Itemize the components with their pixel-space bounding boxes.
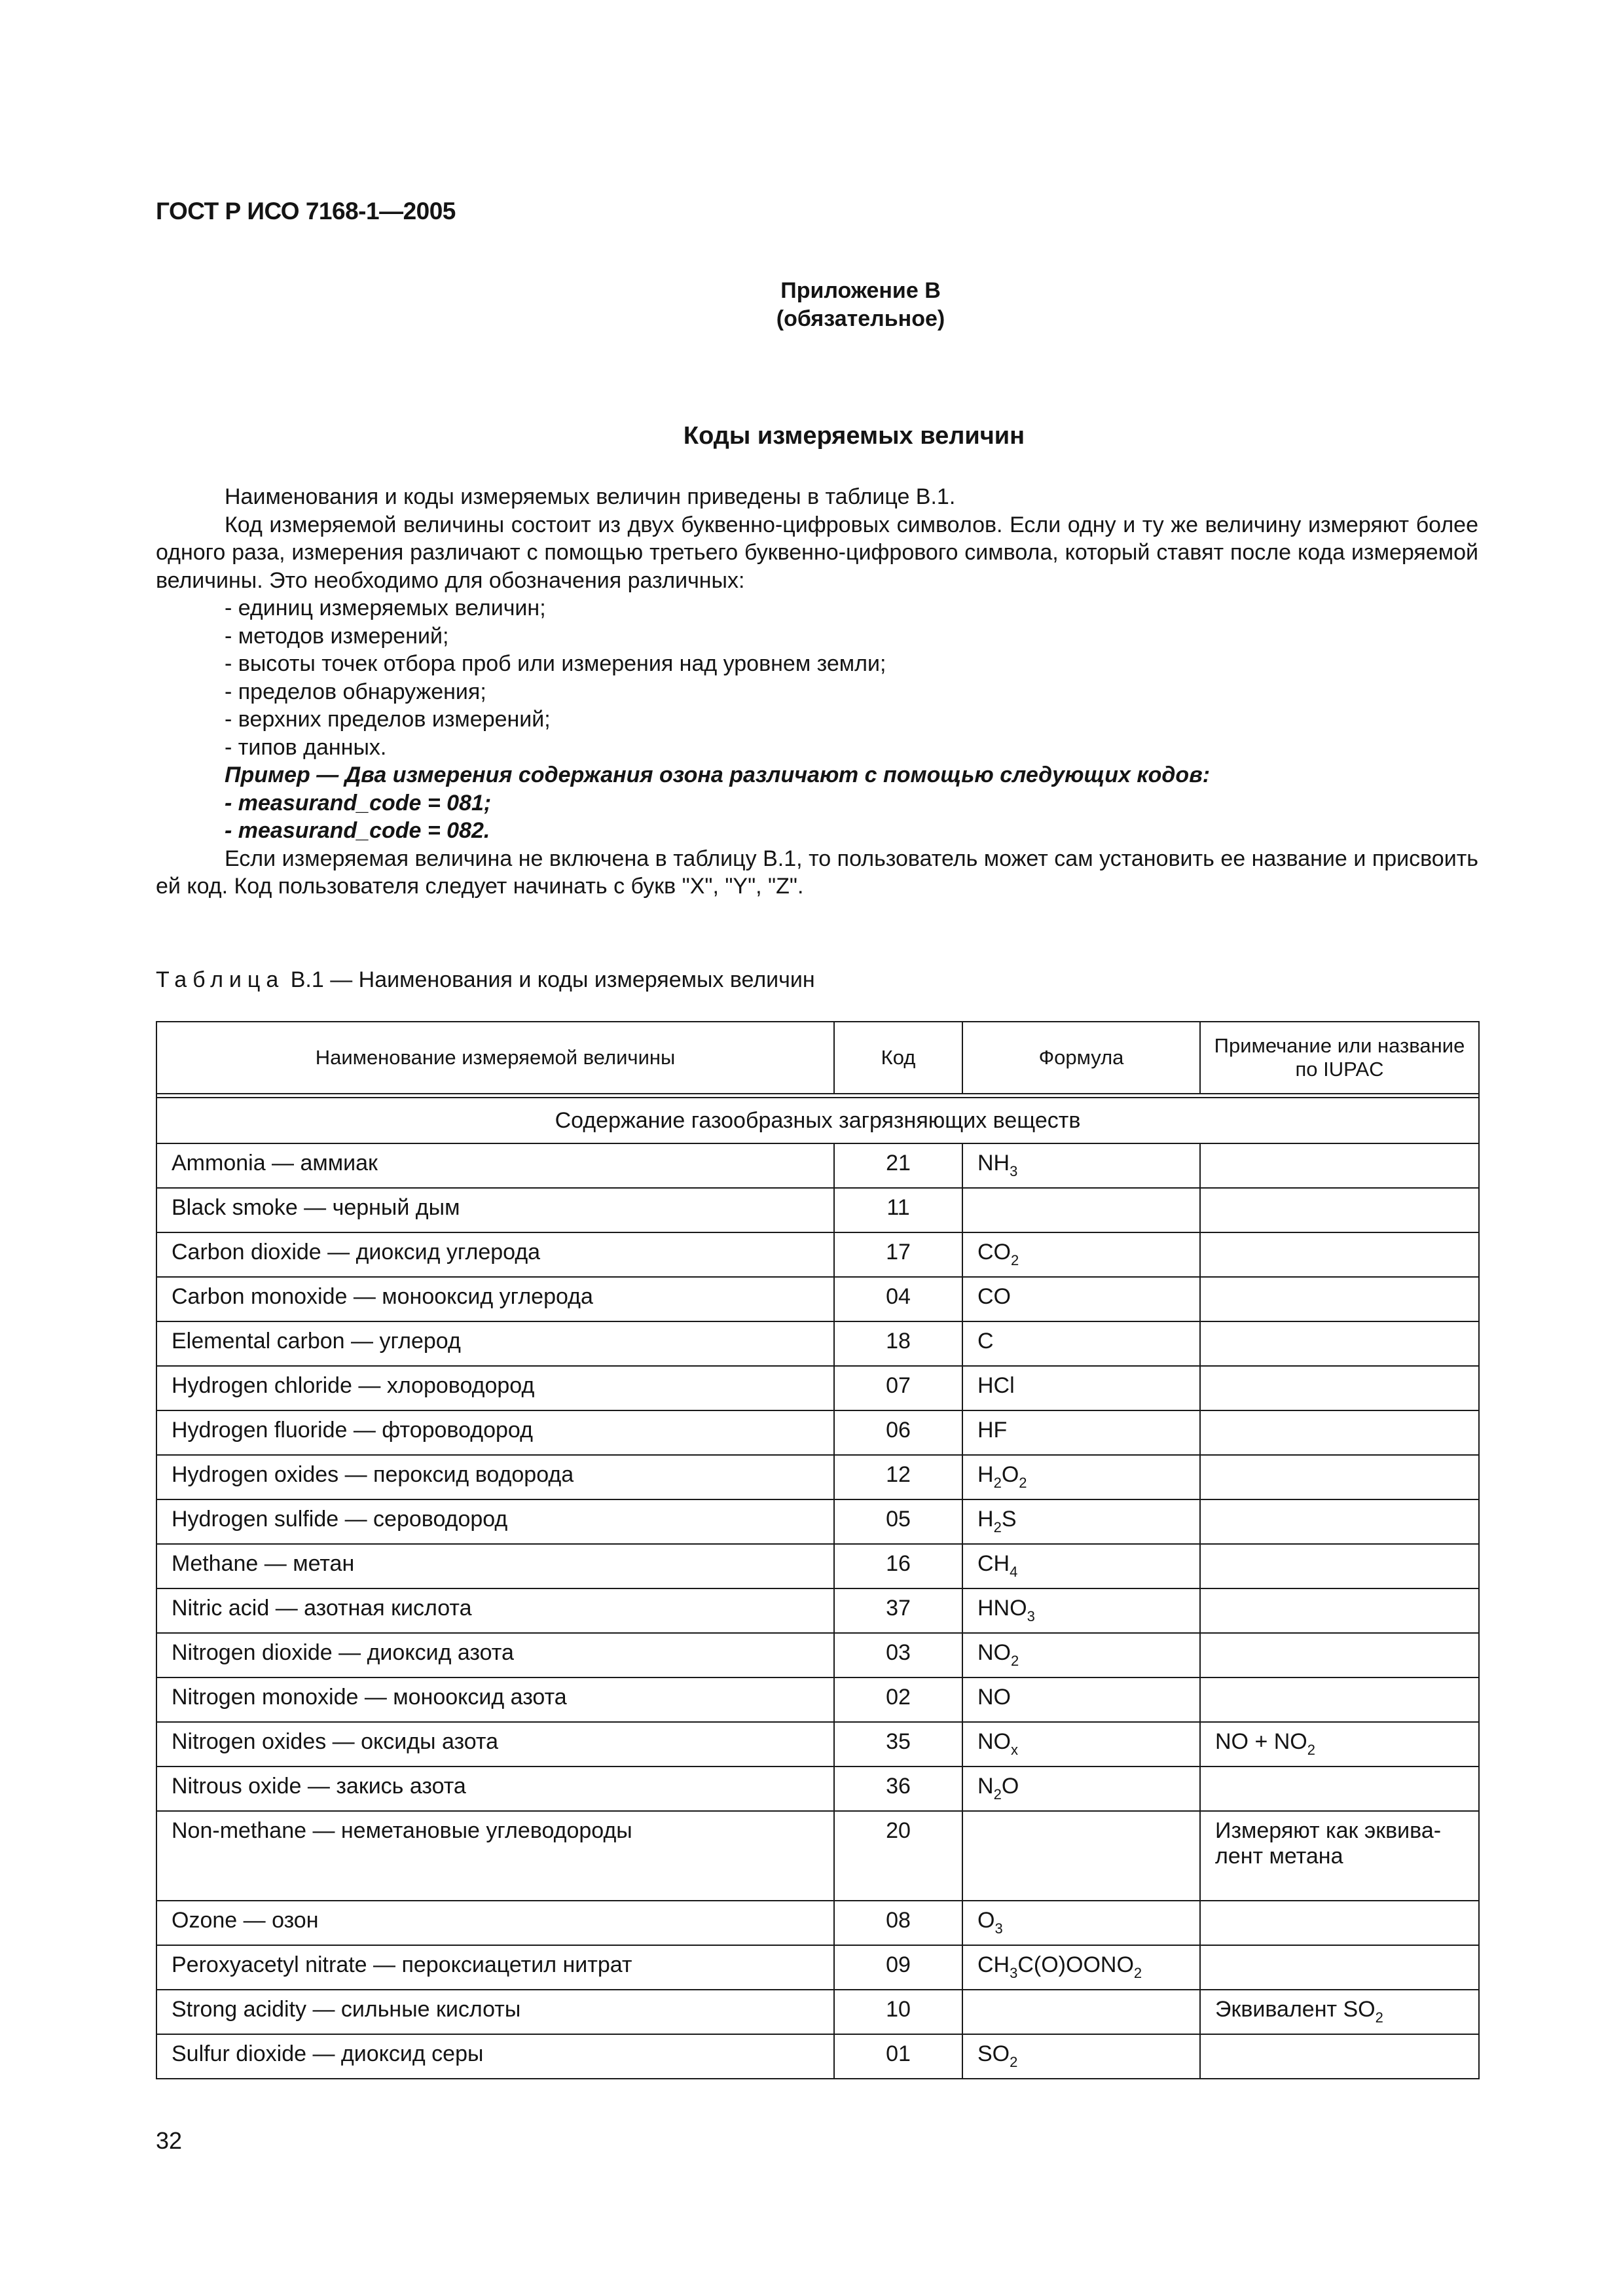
formula-text: HNO — [977, 1596, 1027, 1621]
cell-code: 01 — [834, 2034, 962, 2079]
cell-name: Nitrous oxide — закись азота — [156, 1767, 834, 1811]
cell-code: 03 — [834, 1633, 962, 1677]
cell-note — [1200, 1901, 1479, 1945]
list-item: - единиц измеряемых величин; — [225, 596, 546, 620]
cell-code: 35 — [834, 1722, 962, 1767]
formula-text: CO — [977, 1240, 1011, 1265]
cell-code: 16 — [834, 1544, 962, 1588]
cell-code: 12 — [834, 1455, 962, 1499]
cell-name: Peroxyacetyl nitrate — пероксиацетил нитрат — [156, 1945, 834, 1990]
table-row — [156, 1410, 1479, 1455]
subscript: 2 — [1010, 2054, 1018, 2070]
table-row — [156, 1277, 1479, 1321]
table-row — [156, 1633, 1479, 1677]
cell-name: Nitrogen oxides — оксиды азота — [156, 1722, 834, 1767]
table-row — [156, 1366, 1479, 1410]
paragraph-code-structure: Код измеряемой величины состоит из двух буквенно-цифровых символов. Если одну и ту же величину измеряют более одного раза, измерения различают с помощью третьего буквенно-цифрового символа, который ставят после кода измеряемой величины. Это необходимо для обозначения различных: — [156, 512, 1478, 593]
cell-code: 10 — [834, 1990, 962, 2034]
table-row — [156, 1544, 1479, 1588]
cell-code: 02 — [834, 1677, 962, 1722]
cell-note — [1200, 1143, 1479, 1188]
table-row — [156, 1990, 1479, 2034]
cell-note — [1200, 1722, 1479, 1767]
subscript: 2 — [1307, 1742, 1315, 1758]
cell-name: Carbon dioxide — диоксид углерода — [156, 1232, 834, 1277]
list-item: - высоты точек отбора проб или измерения над уровнем земли; — [225, 651, 886, 676]
formula-text: O — [977, 1908, 995, 1933]
cell-code: 04 — [834, 1277, 962, 1321]
cell-note — [1200, 1410, 1479, 1455]
cell-name: Hydrogen chloride — хлороводород — [156, 1366, 834, 1410]
cell-note — [1200, 1990, 1479, 2034]
cell-formula — [962, 1277, 1200, 1321]
cell-name: Nitrogen dioxide — диоксид азота — [156, 1633, 834, 1677]
cell-note — [1200, 1811, 1479, 1901]
body-text — [156, 483, 1478, 901]
cell-code: 09 — [834, 1945, 962, 1990]
formula-text: NO — [977, 1729, 1011, 1754]
table-row — [156, 1811, 1479, 1901]
cell-code: 20 — [834, 1811, 962, 1901]
formula-text: HF — [977, 1418, 1008, 1443]
formula-text: SO — [977, 2041, 1010, 2066]
cell-name: Hydrogen sulfide — сероводород — [156, 1499, 834, 1544]
cell-name: Strong acidity — сильные кислоты — [156, 1990, 834, 2034]
example-line: - measurand_code = 081; — [225, 790, 492, 816]
cell-name: Nitrogen monoxide — монооксид азота — [156, 1677, 834, 1722]
list-item: - методов измерений; — [225, 623, 449, 649]
cell-name: Ammonia — аммиак — [156, 1143, 834, 1188]
cell-name: Sulfur dioxide — диоксид серы — [156, 2034, 834, 2079]
list-item: - пределов обнаружения; — [225, 679, 486, 704]
page-number: 32 — [156, 2127, 183, 2154]
example-line: - measurand_code = 082. — [225, 818, 490, 843]
table-row — [156, 1945, 1479, 1990]
formula-text: Измеряют как эквива-лент метана — [1215, 1818, 1442, 1869]
cell-name: Hydrogen oxides — пероксид водорода — [156, 1455, 834, 1499]
cell-formula — [962, 1366, 1200, 1410]
cell-note — [1200, 1277, 1479, 1321]
appendix-title: Приложение В — [780, 278, 941, 303]
cell-formula — [962, 1633, 1200, 1677]
cell-formula — [962, 1410, 1200, 1455]
cell-name: Black smoke — черный дым — [156, 1188, 834, 1232]
cell-note — [1200, 1499, 1479, 1544]
formula-text: NH — [977, 1151, 1010, 1175]
subscript: 4 — [1010, 1564, 1018, 1580]
formula-text: C — [977, 1329, 994, 1354]
cell-note — [1200, 1544, 1479, 1588]
cell-note — [1200, 1188, 1479, 1232]
cell-name: Non-methane — неметановые углеводороды — [156, 1811, 834, 1901]
cell-formula — [962, 1143, 1200, 1188]
cell-code: 07 — [834, 1366, 962, 1410]
cell-name: Nitric acid — азотная кислота — [156, 1588, 834, 1633]
subscript: 2 — [1133, 1965, 1142, 1981]
paragraph-intro: Наименования и коды измеряемых величин приведены в таблице В.1. — [225, 484, 956, 509]
table-row — [156, 1321, 1479, 1366]
formula-text: NO — [977, 1640, 1011, 1665]
subscript: 2 — [1019, 1475, 1027, 1491]
cell-name: Carbon monoxide — монооксид углерода — [156, 1277, 834, 1321]
cell-name: Hydrogen fluoride — фтороводород — [156, 1410, 834, 1455]
cell-note — [1200, 1321, 1479, 1366]
header-formula: Формула — [962, 1022, 1200, 1094]
example-line: Пример — Два измерения содержания озона различают с помощью следующих кодов: — [225, 762, 1211, 787]
subscript: 2 — [1375, 2009, 1383, 2026]
table-row — [156, 1143, 1479, 1188]
cell-formula — [962, 1945, 1200, 1990]
formula-text: C(O)OONO — [1017, 1952, 1134, 1977]
cell-code: 21 — [834, 1143, 962, 1188]
formula-text: CH — [977, 1551, 1010, 1576]
cell-note — [1200, 1366, 1479, 1410]
cell-code: 36 — [834, 1767, 962, 1811]
subscript: 2 — [993, 1519, 1002, 1535]
cell-note — [1200, 1633, 1479, 1677]
paragraph-user-codes: Если измеряемая величина не включена в таблицу В.1, то пользователь может сам установить ее название и присвоить ей код. Код пользователя следует начинать с букв "X", "Y", "Z". — [156, 846, 1478, 899]
list-item: - типов данных. — [225, 734, 387, 760]
table-row — [156, 1232, 1479, 1277]
formula-text: H — [977, 1507, 994, 1532]
table-caption — [156, 967, 815, 993]
cell-formula — [962, 2034, 1200, 2079]
cell-note — [1200, 1945, 1479, 1990]
formula-text: Эквивалент SO — [1215, 1997, 1376, 2022]
cell-formula — [962, 1990, 1200, 2034]
cell-code: 11 — [834, 1188, 962, 1232]
list-item: - верхних пределов измерений; — [225, 707, 551, 732]
formula-text: O — [1001, 1774, 1019, 1799]
group-row — [156, 1098, 1479, 1143]
formula-text: CH — [977, 1952, 1010, 1977]
header-code: Код — [834, 1022, 962, 1094]
cell-note — [1200, 1588, 1479, 1633]
header-name: Наименование измеряемой величины — [156, 1022, 834, 1094]
cell-formula — [962, 1722, 1200, 1767]
cell-name: Elemental carbon — углерод — [156, 1321, 834, 1366]
cell-formula — [962, 1321, 1200, 1366]
cell-formula — [962, 1767, 1200, 1811]
cell-note — [1200, 1767, 1479, 1811]
subscript: 3 — [1010, 1163, 1018, 1179]
cell-formula — [962, 1232, 1200, 1277]
table-row — [156, 1722, 1479, 1767]
formula-text: H — [977, 1462, 994, 1487]
cell-code: 06 — [834, 1410, 962, 1455]
subscript: 3 — [1010, 1965, 1018, 1981]
table-row — [156, 2034, 1479, 2079]
table-row — [156, 1767, 1479, 1811]
table-caption-label: Таблица — [156, 967, 285, 992]
cell-formula — [962, 1455, 1200, 1499]
subscript: 3 — [994, 1920, 1003, 1937]
table-row — [156, 1677, 1479, 1722]
formula-text: N — [977, 1774, 994, 1799]
cell-formula — [962, 1677, 1200, 1722]
subscript: 2 — [993, 1786, 1002, 1803]
formula-text: CO — [977, 1284, 1011, 1309]
header-note: Примечание или название по IUPAC — [1200, 1022, 1479, 1094]
cell-note — [1200, 1232, 1479, 1277]
cell-formula — [962, 1811, 1200, 1901]
cell-name: Ozone — озон — [156, 1901, 834, 1945]
group-label: Содержание газообразных загрязняющих веществ — [156, 1098, 1479, 1143]
document-header: ГОСТ Р ИСО 7168-1—2005 — [156, 198, 456, 224]
subscript: 2 — [1011, 1653, 1019, 1669]
formula-text: NO + NO — [1215, 1729, 1307, 1754]
cell-code: 18 — [834, 1321, 962, 1366]
section-title: Коды измеряемых величин — [683, 422, 1025, 450]
table-caption-text: В.1 — Наименования и коды измеряемых величин — [284, 967, 815, 992]
formula-text: HCl — [977, 1373, 1015, 1398]
subscript: 2 — [993, 1475, 1002, 1491]
cell-name: Methane — метан — [156, 1544, 834, 1588]
cell-note — [1200, 2034, 1479, 2079]
table-row — [156, 1588, 1479, 1633]
appendix-status: (обязательное) — [776, 306, 945, 331]
cell-code: 05 — [834, 1499, 962, 1544]
subscript: 2 — [1011, 1252, 1019, 1268]
table-row — [156, 1901, 1479, 1945]
cell-formula — [962, 1188, 1200, 1232]
cell-code: 37 — [834, 1588, 962, 1633]
cell-note — [1200, 1677, 1479, 1722]
cell-note — [1200, 1455, 1479, 1499]
subscript: 3 — [1027, 1608, 1035, 1624]
cell-code: 08 — [834, 1901, 962, 1945]
formula-text: S — [1001, 1507, 1017, 1532]
table-row — [156, 1188, 1479, 1232]
formula-text: O — [1001, 1462, 1019, 1487]
subscript: x — [1011, 1742, 1018, 1758]
formula-text: NO — [977, 1685, 1011, 1710]
measurands-table — [156, 1021, 1480, 2079]
cell-formula — [962, 1901, 1200, 1945]
cell-formula — [962, 1588, 1200, 1633]
cell-formula — [962, 1544, 1200, 1588]
table-row — [156, 1499, 1479, 1544]
table-header-row — [156, 1022, 1479, 1094]
cell-code: 17 — [834, 1232, 962, 1277]
table-row — [156, 1455, 1479, 1499]
cell-formula — [962, 1499, 1200, 1544]
